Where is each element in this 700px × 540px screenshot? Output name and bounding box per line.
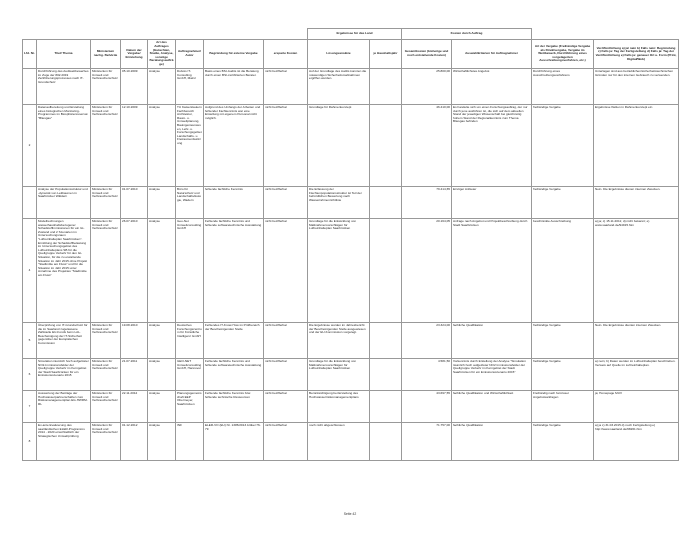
cell-vergabe: Durchführung eines Ausschreibungsverfahrens xyxy=(532,69,594,105)
cell-veroeff: Unterlagen sind aus betrieblichen/sicherheitstechnischen Gründen nur für den internen Gebrauch zu verwenden. xyxy=(594,69,679,105)
col-loesungsansaetze: Lösungsansätze xyxy=(308,40,370,69)
cell-loesung: Grundlage für die Entwicklung von Maßnahmenvorschlägen für Luftreinhalteplan Saarbrücken xyxy=(308,219,370,323)
cell-datum: 01.07.2010 xyxy=(121,187,148,219)
cell-begruendung: fehlende fachliche Kenntnis xyxy=(204,187,264,219)
table-row xyxy=(23,359,679,391)
cell-haushalt xyxy=(370,105,402,187)
col-lfd-nr: Lfd. Nr. xyxy=(23,40,37,69)
cell-art: Analyse xyxy=(148,219,176,323)
cell-vergabe: freihändige Vergabe xyxy=(532,423,594,461)
cell-loesung: Auf der Grundlage des Audits konnten die notwendigen Sicherheitsmaßnahmen ergriffen werden. xyxy=(308,69,370,105)
col-je-haushaltsjahr: je Haushaltsjahr xyxy=(370,40,402,69)
cell-titel: Modellrechnungen wasserhaushaltsbezogener Schadstoffimmissionen für ein Ist-Zustand und 2 Szenarien im Untersuchungsraum "Luftreinhalteplan Saarbrücken". Ermittlung der Schadstoffbelastung im Untersuchungsgebiet des Luftreinhalteplans SB für die Quellgruppe Verkehr für den Ist-Situation, für die zu erwartende Situation im Jahr 2015 ohne Projekt "Stadtmitte am Fluss" und für die Situation im Jahr 2015 unter Annahme des Projektes "Stadtmitte am Fluss" xyxy=(37,219,91,323)
cell-gesamt: 43.697,55 xyxy=(402,391,452,423)
cell-titel: Durchführung des Audiwettbewerbes im Zuge der 802.2019 Zertifizierungsprozesses nach IT-Grundschutz xyxy=(37,69,91,105)
cell-auftragnehmer: INF xyxy=(176,423,204,461)
cell-ministerium: Ministerium für Umwelt und Verbraucherschutz xyxy=(91,105,121,187)
cell-ersparte: nicht bezifferbar xyxy=(264,391,308,423)
cell-nr: 7 xyxy=(23,391,37,423)
col-ministerium: Ministerium nachg. Behörde xyxy=(91,40,121,69)
table-row xyxy=(23,391,679,423)
col-veroeffentlichung: Veröffentlichung a) ja/ nein b) Falls nein: Begründung c) Falls ja: Tag der Fertigstellung d) Falls ja: Tag der Veröffentlichung e) Falls ja: genauer Ort u. Form (Print, Digital/Web) xyxy=(594,40,679,69)
cell-auswahl: Es handelte sich um einen Forschungsauftrag, der nur durch jene ausführen ist, die sich auf dem aktuellen Stand der jeweiligen Wissenschaft bei gleichzeitig hohem Stand der Regionalkenntnis zum Thema Bliesgau befinden xyxy=(452,105,532,187)
cell-titel: Auswertung der Beiträge der Hochwasserpartnerschaften zum Risikomanagementplan EG-HWRM-RL xyxy=(37,391,91,423)
cell-titel: Analyse der Populationsstruktur und -dynamik von Leitbaumen in Saarbrücker Wäldern xyxy=(37,187,91,219)
cell-art: Analyse xyxy=(148,359,176,391)
cell-ministerium: Ministerium für Umwelt und Verbraucherschutz xyxy=(91,391,121,423)
table-row xyxy=(23,105,679,187)
cell-nr: 8 xyxy=(23,423,37,461)
cell-art: Analyse xyxy=(148,391,176,423)
cell-veroeff: a) nein; b) Daten werden im Luftreinhalteplan beschrieben. Verweis auf Quelle im Luftreinhalteplan. xyxy=(594,359,679,391)
cell-auftragnehmer: Büro für Naturschutz und Landschaftsökologie, Wadern xyxy=(176,187,204,219)
cell-nr: 5 xyxy=(23,323,37,359)
cell-datum: 21.07.2011 xyxy=(121,359,148,391)
cell-ministerium: Ministerium für Umwelt und Verbraucherschutz xyxy=(91,69,121,105)
col-art-vergabe: Art der Vergabe (Freihändige Vergabe als Direktvergabe, Vergabe im Wettbewerb, Durchführung eines vorgelagerten Ausschreibungsverfahren, etc.) xyxy=(532,40,594,69)
cell-art: Analyse xyxy=(148,105,176,187)
cell-datum: 26.07.2010 xyxy=(121,219,148,323)
cell-haushalt xyxy=(370,187,402,219)
cell-ersparte: nicht bezifferbar xyxy=(264,323,308,359)
cell-begruendung: Fehlende fachliche Kenntnis bzw. fehlende technische Ressourcen xyxy=(204,391,264,423)
col-titel: Titel/ Thema xyxy=(37,40,91,69)
cell-auftragnehmer: TU Kaiserslautern Fachbereich Architektur, Raum- u. Umweltplanung, Bauingenieurwesen, Lehr- u. Forschungsgebiet Landschafts- u. Freiraumentwicklung xyxy=(176,105,204,187)
cell-auftragnehmer: Deutsches Forschungszentrum für Künstliche Intelligenz GmbH xyxy=(176,323,204,359)
cell-haushalt xyxy=(370,219,402,323)
document-page xyxy=(22,28,678,461)
cell-gesamt: 23.324,00 xyxy=(402,323,452,359)
col-auswahlkriterien: Auswahlkriterien für Auftragnehmer xyxy=(452,40,532,69)
cell-ersparte: nicht bezifferbar xyxy=(264,359,308,391)
cell-ersparte: nicht bezifferbar xyxy=(264,187,308,219)
cell-auftragnehmer: Dubois IT-Consulting GmbH, Mainz xyxy=(176,69,204,105)
page-number: Seite 42 xyxy=(343,512,357,516)
cell-nr xyxy=(23,69,37,105)
table-body xyxy=(23,69,679,461)
cell-gesamt: 46.410,00 xyxy=(402,105,452,187)
cell-haushalt xyxy=(370,391,402,423)
cell-loesung: Die Erfassung der Flechtenpopulationsstruktur ist Teil der behördlichen Bewertung nach Wasserrahmenrichtlinie xyxy=(308,187,370,219)
group-results-header: Ergebnisse für das Land xyxy=(308,29,402,40)
cell-loesung: Berücksichtigung bei Erstellung des Hochwasserrisikomanagementplans xyxy=(308,391,370,423)
cell-gesamt: 25.800,00 xyxy=(402,69,452,105)
cell-haushalt xyxy=(370,69,402,105)
cell-ersparte: nicht bezifferbar xyxy=(264,423,308,461)
cell-auswahl: fachliche Qualifikation xyxy=(452,323,532,359)
cell-ersparte: nicht bezifferbar xyxy=(264,69,308,105)
cell-veroeff: a) ja c) 31.03.2015 d) noch Fertigstellung e) http://www.saarland.de/98261.htm xyxy=(594,423,679,461)
cell-titel: Datenaufbereitung und Erstellung eines biologischen Monitoring-Programmes im Biosphärenreservat "Bliesgau" xyxy=(37,105,91,187)
cell-art: Analyse xyxy=(148,187,176,219)
cell-auswahl: Wirtschaftlichstes Angebot xyxy=(452,69,532,105)
cell-ministerium: Ministerium für Umwelt und Verbraucherschutz xyxy=(91,423,121,461)
table-row xyxy=(23,323,679,359)
cell-haushalt xyxy=(370,359,402,391)
cell-auswahl: fachliche Qualifikation xyxy=(452,423,532,461)
table-row xyxy=(23,187,679,219)
cell-ministerium: Ministerium für Umwelt und Verbraucherschutz xyxy=(91,323,121,359)
cell-datum: 01.12.2012 xyxy=(121,423,148,461)
cell-vergabe: freihändige Vergabe xyxy=(532,323,594,359)
cell-ersparte: nicht bezifferbar xyxy=(264,105,308,187)
cell-vergabe: freihändige Vergabe xyxy=(532,105,594,187)
cell-loesung: Die Ergebnisse wurden im Jahresbericht der Bescheinigenden Stelle ausgewiesen und der EU-Kommission vorgelegt. xyxy=(308,323,370,359)
cell-nr xyxy=(23,187,37,219)
table-row xyxy=(23,423,679,461)
cell-auswahl: Vorkenntnis durch Erstellung der Analyse "Simulation räumlich hoch aufgelöster NO2 Immissionsfelder der Quellgruppe Verkehr im Kerngebiet der Stadt Saarbrücken für ein Emissionsszenario 2015" xyxy=(452,359,532,391)
cell-nr: 6 xyxy=(23,359,37,391)
cell-gesamt: 20.164,05 xyxy=(402,219,452,323)
cell-vergabe: Freihändig nach formloser Angebotsanfragen xyxy=(532,391,594,423)
cell-haushalt xyxy=(370,423,402,461)
cell-art: Analyse xyxy=(148,423,176,461)
cell-begruendung: ELER-VO (EU) Nr. 1305/2013 Artikel 76-79 xyxy=(204,423,264,461)
cell-begruendung: Aufgrund des Umfangs der Arbeiten und fehlender Fachkenntnis war eine Erstellung mit eigenem Personal nicht möglich. xyxy=(204,105,264,187)
cell-gesamt: 79.414,65 xyxy=(402,187,452,219)
table-row xyxy=(23,219,679,323)
cell-auswahl: Einziger Anbieter xyxy=(452,187,532,219)
cell-auftragnehmer: Planungsgemeinschaft EEP Obermeyer, Saarbrücken xyxy=(176,391,204,423)
col-art-auftrag: Art des Auftrages (Gutachten, Studie, Analyse, sonstige Beratungsaufträge) xyxy=(148,40,176,69)
cell-auswahl: fachliche Qualifikation und Wirtschaftlichkeit xyxy=(452,391,532,423)
table-row xyxy=(23,69,679,105)
cell-gesamt: 4.581,50 xyxy=(402,359,452,391)
cell-datum: 22.11.2012 xyxy=(121,391,148,423)
cell-auswahl: Anfrage nach Angebot und Projektbeschreibung durch Stadt Saarbrücken xyxy=(452,219,532,323)
cell-veroeff: Nein. Die Ergebnisse dienen internen Zwecken. xyxy=(594,187,679,219)
cell-veroeff: Nein. Die Ergebnisse dienten internen Zwecken. xyxy=(594,323,679,359)
cell-nr: 4 xyxy=(23,219,37,323)
col-auftragnehmer: Auftragnehmer/ Autor xyxy=(176,40,204,69)
cell-gesamt: 71.757,00 xyxy=(402,423,452,461)
cell-ministerium: Ministerium für Umwelt und Verbraucherschutz xyxy=(91,359,121,391)
cell-vergabe: freihändige Vergabe xyxy=(532,187,594,219)
cell-datum: 05.10.2009 xyxy=(121,69,148,105)
cell-veroeff: a) ja; c) 15.11.2011; d) nicht bekannt; e) www.saarland.de/94915.htm xyxy=(594,219,679,323)
cell-art: Analyse xyxy=(148,69,176,105)
col-gesamtkosten: Gesamtkosten (bisherige und noch entstehende Kosten) xyxy=(402,40,452,69)
cell-auftragnehmer: Geo-Net Umweltconsulting GmbH xyxy=(176,219,204,323)
cell-begruendung: Fehlende fachliche Kenntnis und fehlende softwaretechnische Ausstattung xyxy=(204,219,264,323)
cell-art: Analyse xyxy=(148,323,176,359)
cell-ministerium: Ministerium für Umwelt und Verbraucherschutz xyxy=(91,219,121,323)
cell-titel: Ex-ante Evaluierung des saarländischen ELER-Programms 2014 - 2020 einschließlich der Strategischen Umweltprüfung xyxy=(37,423,91,461)
cell-loesung: noch nicht abgeschlossen xyxy=(308,423,370,461)
group-costs-header: Kosten durch Auftrag xyxy=(402,29,532,40)
cell-datum: 12.10.2009 xyxy=(121,105,148,187)
cell-veroeff: ja; Homepage MUV xyxy=(594,391,679,423)
cell-titel: Simulation räumlich hoch aufgelöster NO2-Immissionsfelder der Quellgruppe Verkehr im Kerngebiet der Stadt Saarbrücken für ein Emissionsszenario 2015 xyxy=(37,359,91,391)
cell-ministerium: Ministerium für Umwelt und Verbraucherschutz xyxy=(91,187,121,219)
col-begruendung: Begründung für externe Vergabe xyxy=(204,40,264,69)
cell-auftragnehmer: GEO-NET Umweltconsulting GmbH, Hannover xyxy=(176,359,204,391)
cell-vergabe: freihändige Vergabe xyxy=(532,359,594,391)
cell-begruendung: Fehlende fachliche Kenntnis und fehlende softwaretechnische Ausstattung xyxy=(204,359,264,391)
cell-titel: Überprüfung von IT-Grundschutz für die im Saarland zugelassene Zahlstelle EU-Fonds beim LAL. Bescheinigung der IT-Sicherheit gegenüber der Europäischen Kommission xyxy=(37,323,91,359)
cell-begruendung: Basis eines BSI-Audits ist die Beratung durch einen BSI-zertifizierten Berater. xyxy=(204,69,264,105)
cell-nr: 2 xyxy=(23,105,37,187)
col-datum: Datum der Vergabe/ Entstehung xyxy=(121,40,148,69)
cell-veroeff: Ergebnisse fließen in Rahmenkonzept ein xyxy=(594,105,679,187)
cell-loesung: Grundlage für Rahmenkonzept xyxy=(308,105,370,187)
col-ersparte-kosten: ersparte Kosten xyxy=(264,40,308,69)
cell-datum: 19.08.2010 xyxy=(121,323,148,359)
cell-loesung: Grundlage für die Entwicklung von Maßnahmenvorschlägen für Luftreinhalteplan Saarbrücken xyxy=(308,359,370,391)
cell-begruendung: Fehlendes IT-Know How im Prüfbereich der Bescheinigenden Stelle xyxy=(204,323,264,359)
contracts-table xyxy=(22,28,679,461)
cell-haushalt xyxy=(370,323,402,359)
cell-vergabe: beschränkte Ausschreibung xyxy=(532,219,594,323)
cell-ersparte: nicht bezifferbar xyxy=(264,219,308,323)
